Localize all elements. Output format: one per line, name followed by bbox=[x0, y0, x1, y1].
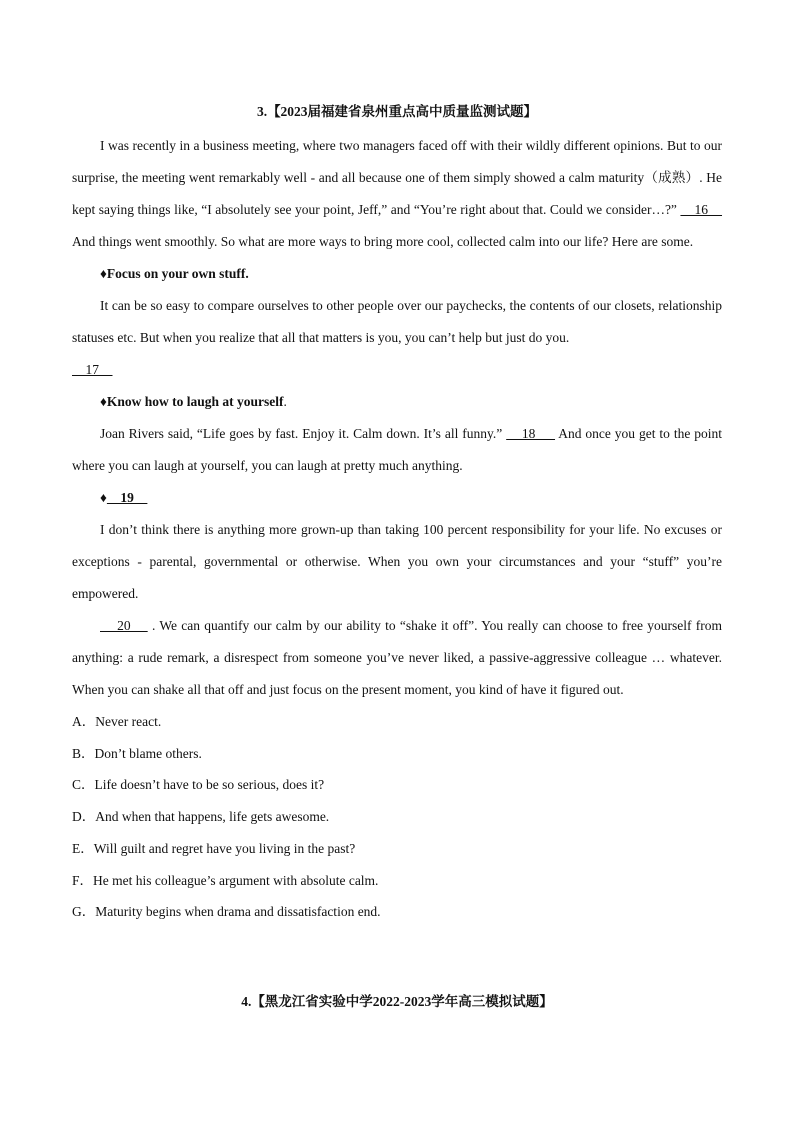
paragraph-4: I don’t think there is anything more grown-up than taking 100 percent responsibility for your life. No excuses or exceptions - parental, governmental or otherwise. When you own your circumstances and your “stuff” you’re empowered. bbox=[72, 522, 722, 601]
subheading-laugh bbox=[72, 386, 722, 418]
paragraph-1-text-b: And things went smoothly. So what are more ways to bring more cool, collected calm into our life? Here are some. bbox=[72, 234, 694, 249]
subheading-19 bbox=[72, 482, 722, 514]
question-4-heading: 4.【黑龙江省实验中学2022-2023学年高三模拟试题】 bbox=[241, 994, 553, 1009]
diamond-icon: ♦ bbox=[100, 490, 107, 505]
paragraph-1-text-a: I was recently in a business meeting, where two managers faced off with their wildly different opinions. But to our surprise, the meeting went remarkably well - and all because one of them simply showed a calm maturity（成熟）. He kept saying things like, “I absolutely see your point, Jeff,” and “You’re right about that. Could we consider…?” bbox=[72, 138, 722, 217]
subheading-laugh-text: ♦Know how to laugh at yourself bbox=[100, 394, 284, 409]
subheading-focus: ♦Focus on your own stuff. bbox=[100, 266, 249, 281]
paragraph-5 bbox=[72, 610, 722, 706]
option-a: A．Never react. bbox=[72, 714, 162, 729]
blank-17: 17 bbox=[72, 362, 113, 377]
option-f: F．He met his colleague’s argument with absolute calm. bbox=[72, 872, 379, 888]
option-d: D．And when that happens, life gets awesome. bbox=[72, 809, 330, 825]
option-g: G．Maturity begins when drama and dissatisfaction end. bbox=[72, 904, 381, 920]
question-3-heading: 3.【2023届福建省泉州重点高中质量监测试题】 bbox=[256, 104, 538, 119]
option-b: B．Don’t blame others. bbox=[72, 745, 202, 761]
question-3 bbox=[72, 100, 722, 928]
subheading-laugh-tail: . bbox=[283, 394, 287, 409]
paragraph-2: It can be so easy to compare ourselves to other people over our paychecks, the contents of our closets, relationship statuses etc. But when you realize that all that matters is you, you can’t help but just do you. bbox=[72, 298, 722, 345]
option-c: C．Life doesn’t have to be so serious, does it? bbox=[72, 777, 325, 793]
paragraph-3-text-b: And once you get to the point where you can laugh at yourself, you can laugh at pretty much anything. bbox=[72, 426, 723, 473]
option-e: E．Will guilt and regret have you living in the past? bbox=[72, 840, 356, 856]
paragraph-3 bbox=[72, 418, 722, 482]
options-list bbox=[72, 706, 722, 928]
paragraph-5-text: . We can quantify our calm by our ability to “shake it off”. You really can choose to free yourself from anything: a rude remark, a disrespect from someone you’ve never liked, a passive-aggressive colleague … whatever. When you can shake all that off and just focus on the present moment, you kind of have it figured out. bbox=[72, 618, 722, 697]
blank-18: 18 bbox=[506, 426, 556, 441]
blank-20: 20 bbox=[100, 618, 148, 633]
blank-19: 19 bbox=[106, 490, 148, 505]
paragraph-3-text-a: Joan Rivers said, “Life goes by fast. Enjoy it. Calm down. It’s all funny.” bbox=[100, 426, 507, 441]
paragraph-1 bbox=[72, 130, 722, 258]
blank-17-line bbox=[72, 354, 722, 386]
blank-16: 16 bbox=[680, 202, 723, 217]
